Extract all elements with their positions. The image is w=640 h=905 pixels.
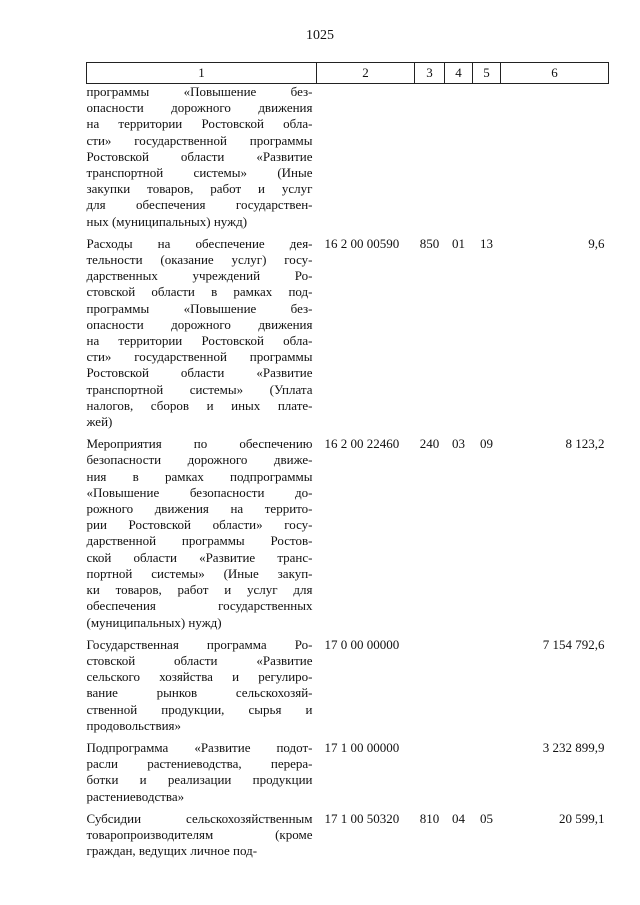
target-code xyxy=(317,84,415,230)
table-body xyxy=(87,84,609,860)
section-code: 03 xyxy=(452,436,465,452)
amount: 20 599,1 xyxy=(559,810,605,826)
expense-type: 810 xyxy=(419,810,440,826)
description-line: тельности (оказание услуг) госу- xyxy=(86,252,313,268)
header-col-6: 6 xyxy=(501,63,609,84)
header-col-1: 1 xyxy=(87,63,317,84)
header-col-3: 3 xyxy=(415,63,445,84)
item-description xyxy=(87,436,317,630)
expense-type xyxy=(415,84,445,230)
subsection-code xyxy=(473,740,501,805)
description-line: граждан, ведущих личное под- xyxy=(86,843,258,859)
table-row xyxy=(87,740,609,805)
subsection-code: 05 xyxy=(480,810,493,826)
description-line: программы «Повышение без- xyxy=(86,300,313,316)
section-code xyxy=(445,84,473,230)
table-header-row xyxy=(87,63,609,84)
table-row xyxy=(87,236,609,430)
description-line: «Повышение безопасности до- xyxy=(86,484,313,500)
description-line: Субсидии сельскохозяйственным xyxy=(86,810,313,826)
description-line: ботки и реализации продукции xyxy=(86,772,313,788)
header-col-4: 4 xyxy=(445,63,473,84)
description-line: ных (муниципальных) нужд) xyxy=(86,213,248,229)
amount xyxy=(501,84,609,230)
description-line: сти» государственной программы xyxy=(86,132,313,148)
description-line: закупки товаров, работ и услуг xyxy=(86,181,313,197)
subsection-code xyxy=(473,637,501,734)
description-line: вание рынков сельскохозяй- xyxy=(86,685,313,701)
description-line: налогов, сборов и иных плате- xyxy=(86,397,313,413)
description-line: сельского хозяйства и регулиро- xyxy=(86,669,313,685)
amount: 3 232 899,9 xyxy=(542,739,605,755)
description-line: рожного движения на террито- xyxy=(86,501,313,517)
description-line: программы «Повышение без- xyxy=(86,84,313,99)
item-description xyxy=(87,637,317,734)
expense-type: 850 xyxy=(419,235,440,251)
description-line: товаропроизводителям (кроме xyxy=(86,826,313,842)
item-description xyxy=(87,811,317,860)
description-line: Подпрограмма «Развитие подот- xyxy=(86,739,313,755)
target-code: 16 2 00 00590 xyxy=(324,235,400,251)
subsection-code xyxy=(473,84,501,230)
subsection-code: 09 xyxy=(480,436,493,452)
description-line: дарственных учреждений Ро- xyxy=(86,268,313,284)
amount: 8 123,2 xyxy=(565,436,605,452)
description-line: Мероприятия по обеспечению xyxy=(86,436,313,452)
item-description xyxy=(87,84,317,230)
table-row xyxy=(87,84,609,230)
description-line: растениеводства» xyxy=(86,788,185,804)
table-row xyxy=(87,637,609,734)
page-number: 1025 xyxy=(306,28,334,43)
description-line: опасности дорожного движения xyxy=(86,316,313,332)
description-line: ственной продукции, сырья и xyxy=(86,701,313,717)
description-line: расли растениеводства, перера- xyxy=(86,756,313,772)
item-description xyxy=(87,236,317,430)
description-line: для обеспечения государствен- xyxy=(86,197,313,213)
description-line: на территории Ростовской обла- xyxy=(86,333,313,349)
description-line: рии Ростовской области» госу- xyxy=(86,517,313,533)
description-line: портной системы» (Иные закуп- xyxy=(86,565,313,581)
amount: 9,6 xyxy=(588,235,605,251)
description-line: ской области «Развитие транс- xyxy=(86,549,313,565)
section-code: 01 xyxy=(452,235,465,251)
description-line: (муниципальных) нужд) xyxy=(86,614,222,630)
description-line: на территории Ростовской обла- xyxy=(86,116,313,132)
expense-type: 240 xyxy=(419,436,440,452)
description-line: продовольствия» xyxy=(86,717,182,733)
description-line: Государственная программа Ро- xyxy=(86,636,313,652)
budget-table xyxy=(86,62,609,859)
description-line: сти» государственной программы xyxy=(86,349,313,365)
description-line: стовской области в рамках под- xyxy=(86,284,313,300)
description-line: транспортной системы» (Уплата xyxy=(86,381,313,397)
description-line: Ростовской области «Развитие xyxy=(86,148,313,164)
item-description xyxy=(87,740,317,805)
description-line: опасности дорожного движения xyxy=(86,100,313,116)
description-line: Расходы на обеспечение дея- xyxy=(86,235,313,251)
expense-type xyxy=(415,637,445,734)
description-line: ки товаров, работ и услуг для xyxy=(86,582,313,598)
description-line: жей) xyxy=(86,414,113,430)
expense-type xyxy=(415,740,445,805)
section-code xyxy=(445,740,473,805)
description-line: ния в рамках подпрограммы xyxy=(86,468,313,484)
header-col-2: 2 xyxy=(317,63,415,84)
target-code: 17 1 00 00000 xyxy=(324,739,400,755)
description-line: транспортной системы» (Иные xyxy=(86,165,313,181)
description-line: Ростовской области «Развитие xyxy=(86,365,313,381)
amount: 7 154 792,6 xyxy=(542,636,605,652)
table-row xyxy=(87,436,609,630)
description-line: стовской области «Развитие xyxy=(86,652,313,668)
section-code xyxy=(445,637,473,734)
section-code: 04 xyxy=(452,810,465,826)
table-row xyxy=(87,811,609,860)
description-line: обеспечения государственных xyxy=(86,598,313,614)
target-code: 16 2 00 22460 xyxy=(324,436,400,452)
description-line: дарственной программы Ростов- xyxy=(86,533,313,549)
target-code: 17 1 00 50320 xyxy=(324,810,400,826)
header-col-5: 5 xyxy=(473,63,501,84)
subsection-code: 13 xyxy=(480,235,493,251)
description-line: безопасности дорожного движе- xyxy=(86,452,313,468)
target-code: 17 0 00 00000 xyxy=(324,636,400,652)
